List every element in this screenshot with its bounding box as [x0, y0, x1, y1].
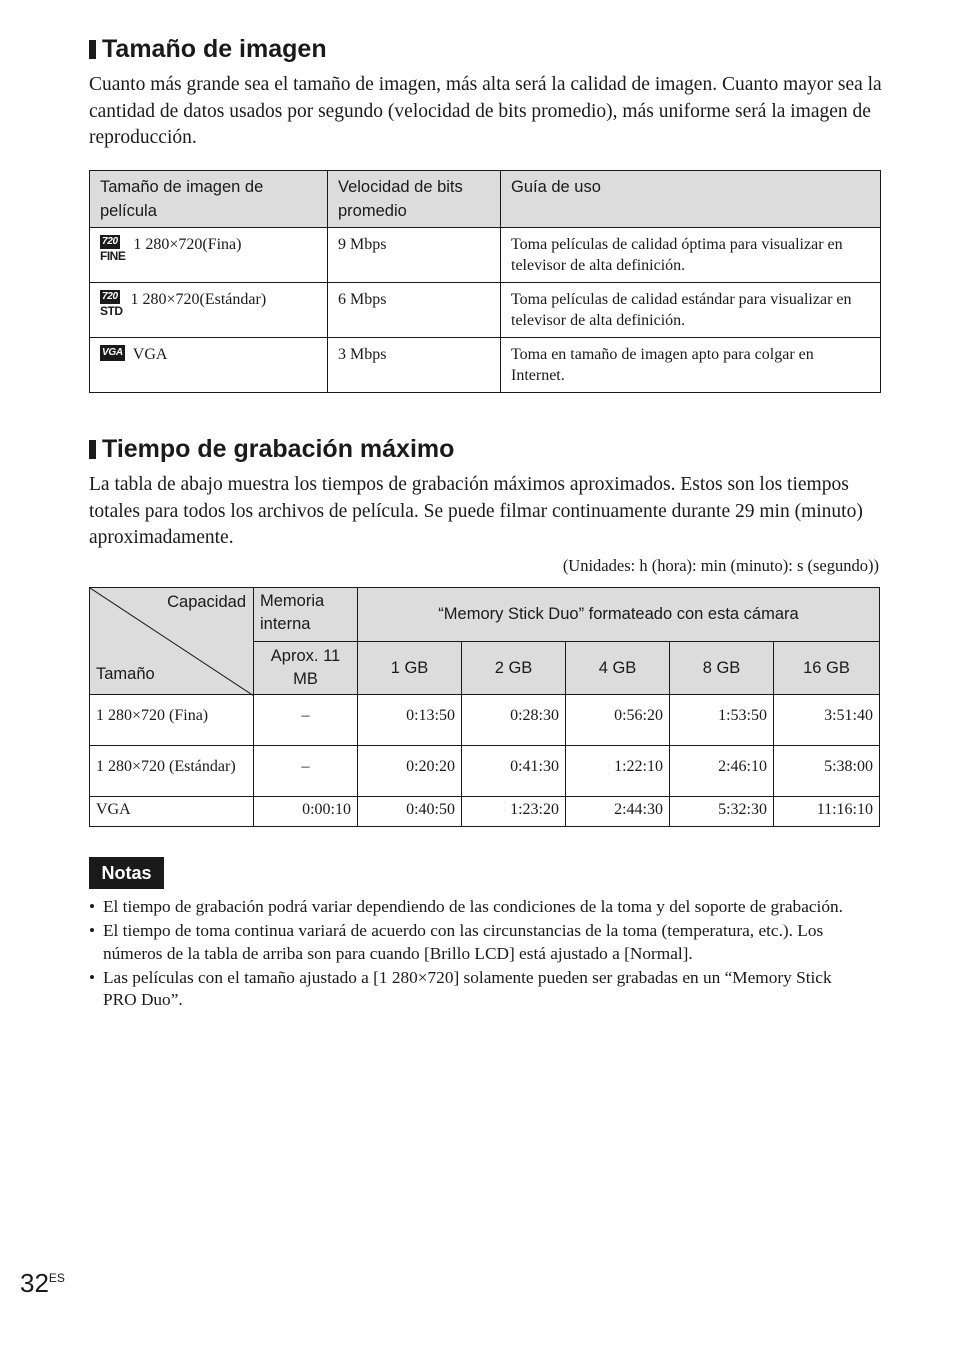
bullet-icon: •	[89, 967, 96, 987]
size-cell: 1 280×720 (Fina)	[90, 695, 254, 746]
icon-label-top: 720	[102, 236, 118, 247]
time-cell: 0:28:30	[462, 695, 566, 746]
list-item	[89, 920, 869, 965]
time-cell: 0:56:20	[566, 695, 670, 746]
capacity-1gb: 1 GB	[358, 642, 462, 695]
bullet-icon: •	[89, 897, 96, 916]
size-cell: VGA	[90, 797, 254, 827]
time-cell: 5:38:00	[774, 746, 880, 797]
icon-label-top: 720	[102, 291, 118, 302]
internal-capacity: Aprox. 11 MB	[254, 642, 358, 695]
table-row	[90, 228, 881, 283]
list-item	[89, 967, 869, 1012]
header-image-size: Tamaño de imagen de película	[90, 171, 328, 228]
note-text: El tiempo de toma continua variará de acuerdo con las circunstancias de la toma (temperatura, etc.). Los números de la tabla de arriba son para cuando [Brillo LCD] está ajustado a [Normal].	[103, 921, 824, 963]
section-marker-icon	[89, 40, 96, 59]
bullet-icon: •	[89, 921, 96, 940]
size-cell	[90, 338, 328, 393]
size-label: 1 280×720(Estándar)	[130, 291, 267, 308]
bitrate-cell: 6 Mbps	[328, 283, 501, 338]
table-row	[90, 695, 880, 746]
section-marker-icon	[89, 440, 96, 459]
table-header-row	[90, 588, 880, 642]
table-row	[90, 283, 881, 338]
guide-cell: Toma en tamaño de imagen apto para colgar en Internet.	[501, 338, 881, 393]
section-title-text: Tamaño de imagen	[102, 35, 327, 63]
time-cell: 5:32:30	[670, 797, 774, 827]
size-cell	[90, 283, 328, 338]
icon-label-bottom: FINE	[100, 249, 126, 263]
memory-stick-header: “Memory Stick Duo” formateado con esta cámara	[358, 588, 880, 642]
section-title-text: Tiempo de grabación máximo	[102, 435, 455, 463]
time-cell: 1:22:10	[566, 746, 670, 797]
icon-label-top: VGA	[100, 345, 125, 361]
image-size-table	[89, 170, 881, 393]
size-cell	[90, 228, 328, 283]
page-number-value: 32	[20, 1268, 49, 1298]
internal-cell: 0:00:10	[254, 797, 358, 827]
bitrate-cell: 9 Mbps	[328, 228, 501, 283]
capacity-label: Capacidad	[167, 593, 246, 611]
recording-time-intro: La tabla de abajo muestra los tiempos de grabación máximos aproximados. Estos son los tiempos totales para todos los archivos de película. Se puede filmar continuamente durante 29 min (minuto) aproximadamente.	[89, 474, 863, 548]
list-item	[89, 896, 869, 919]
notes-list	[89, 896, 869, 1013]
time-cell: 0:40:50	[358, 797, 462, 827]
internal-memory-header: Memoria interna	[254, 588, 358, 642]
bitrate-cell: 3 Mbps	[328, 338, 501, 393]
notes-badge: Notas	[89, 857, 164, 889]
note-text: El tiempo de grabación podrá variar dependiendo de las condiciones de la toma y del soporte de grabación.	[103, 897, 843, 916]
table-row	[90, 797, 880, 827]
internal-cell: –	[254, 695, 358, 746]
internal-cell: –	[254, 746, 358, 797]
size-cell: 1 280×720 (Estándar)	[90, 746, 254, 797]
recording-time-table	[89, 587, 880, 827]
table-row	[90, 746, 880, 797]
size-label: 1 280×720(Fina)	[133, 236, 242, 253]
time-cell: 1:53:50	[670, 695, 774, 746]
section-title-recording-time	[89, 434, 454, 464]
time-cell: 0:13:50	[358, 695, 462, 746]
page-number	[20, 1268, 65, 1299]
time-cell: 2:44:30	[566, 797, 670, 827]
header-guide: Guía de uso	[501, 171, 881, 228]
corner-header	[90, 588, 254, 695]
units-note: (Unidades: h (hora): min (minuto): s (segundo))	[562, 556, 879, 575]
capacity-16gb: 16 GB	[774, 642, 880, 695]
capacity-4gb: 4 GB	[566, 642, 670, 695]
720-fine-icon	[100, 235, 125, 262]
720-std-icon	[100, 290, 123, 317]
vga-icon	[100, 345, 125, 361]
header-bitrate: Velocidad de bits promedio	[328, 171, 501, 228]
time-cell: 3:51:40	[774, 695, 880, 746]
size-label: VGA	[132, 346, 168, 363]
page-language: ES	[48, 1271, 65, 1285]
section-title-image-size	[89, 34, 327, 64]
icon-label-bottom: STD	[100, 304, 123, 318]
time-cell: 0:20:20	[358, 746, 462, 797]
table-row	[90, 338, 881, 393]
note-text: Las películas con el tamaño ajustado a [1 280×720] solamente pueden ser grabadas en un “Memory Stick PRO Duo”.	[103, 967, 832, 1009]
time-cell: 11:16:10	[774, 797, 880, 827]
time-cell: 0:41:30	[462, 746, 566, 797]
time-cell: 2:46:10	[670, 746, 774, 797]
size-label: Tamaño	[96, 665, 155, 683]
image-size-intro: Cuanto más grande sea el tamaño de imagen, más alta será la calidad de imagen. Cuanto mayor sea la cantidad de datos usados por segundo (velocidad de bits promedio), más uniforme será la imagen de reproducción.	[89, 74, 882, 148]
guide-cell: Toma películas de calidad estándar para visualizar en televisor de alta definición.	[501, 283, 881, 338]
capacity-2gb: 2 GB	[462, 642, 566, 695]
capacity-8gb: 8 GB	[670, 642, 774, 695]
time-cell: 1:23:20	[462, 797, 566, 827]
guide-cell: Toma películas de calidad óptima para visualizar en televisor de alta definición.	[501, 228, 881, 283]
table-header-row	[90, 171, 881, 228]
